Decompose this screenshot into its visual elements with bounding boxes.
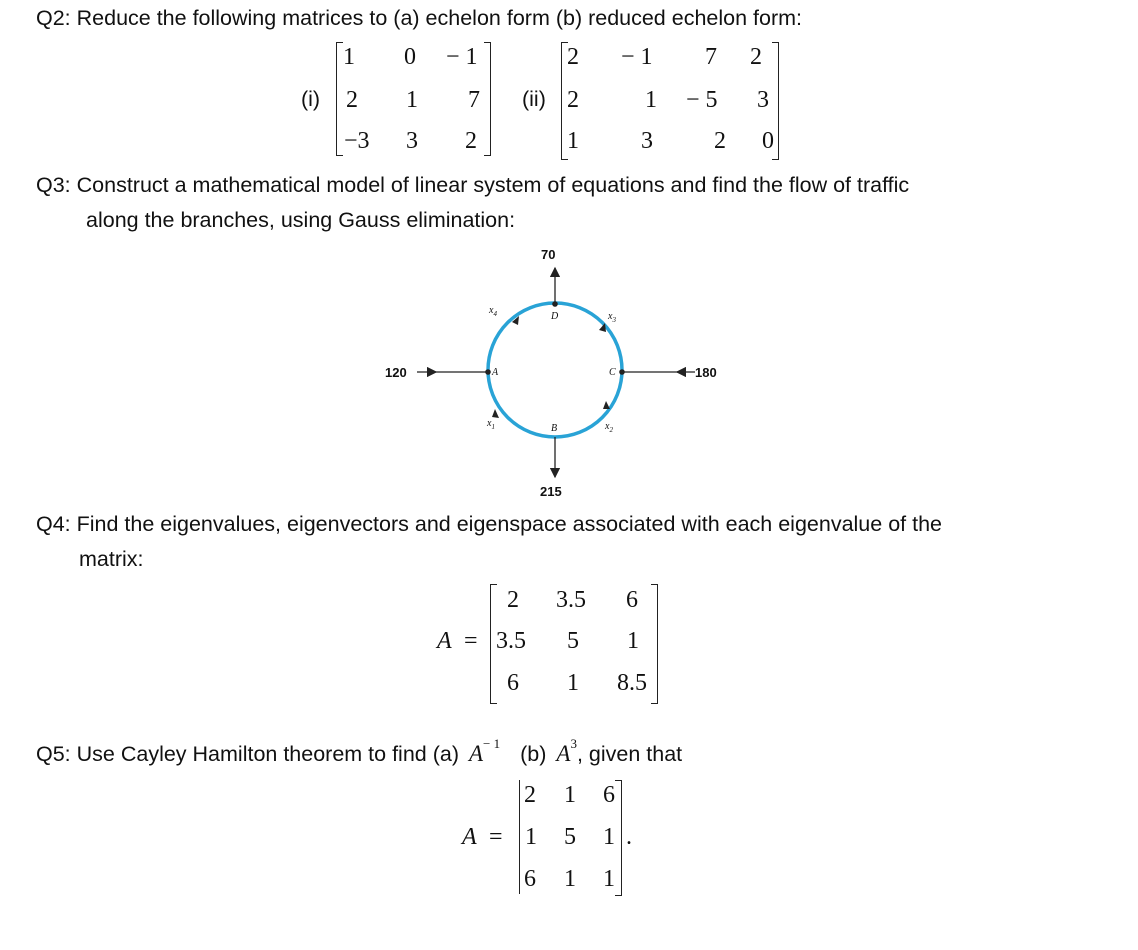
matrix-cell: −3 <box>344 128 370 154</box>
matrix-cell: 1 <box>627 628 639 654</box>
q3-heading-continued: along the branches, using Gauss elimination: <box>86 208 516 232</box>
matrix-cell: 2 <box>567 44 579 70</box>
x1-arrowhead <box>492 409 499 418</box>
matrix-q5-period: . <box>626 824 632 850</box>
q5-inverse-exponent: − 1 <box>483 736 501 751</box>
q5-cube-exponent: 3 <box>570 736 577 751</box>
matrix-cell: 3 <box>641 128 653 154</box>
node-b-label: B <box>551 423 558 434</box>
matrix-cell: 7 <box>468 87 480 113</box>
node-d-label: D <box>551 311 559 322</box>
traffic-circle <box>488 303 622 437</box>
matrix-cell: 0 <box>404 44 416 70</box>
matrix-q5-right-bracket <box>615 780 622 896</box>
node-a-label: A <box>492 367 499 378</box>
matrix-cell: − 5 <box>686 87 718 113</box>
matrix-cell: 1 <box>406 87 418 113</box>
matrix-cell: 1 <box>343 44 355 70</box>
matrix-cell: 2 <box>714 128 726 154</box>
matrix-cell: 3.5 <box>496 628 526 654</box>
traffic-network-svg <box>370 240 750 505</box>
left-flow-value: 120 <box>385 365 407 380</box>
matrix-cell: 1 <box>603 824 615 850</box>
q4-heading-continued: matrix: <box>79 547 144 571</box>
node-c-label: C <box>609 367 616 378</box>
matrix-cell: 2 <box>524 782 536 808</box>
matrix-q5-equals: = <box>489 824 503 850</box>
q5-text: Q5: Use Cayley Hamilton theorem to find (a) <box>36 742 459 767</box>
matrix-cell: 6 <box>507 670 519 696</box>
bottom-flow-value: 215 <box>540 484 562 499</box>
x4-label: $x_4$ <box>489 305 497 318</box>
q2-label-i: (i) <box>301 87 321 111</box>
matrix-cell: 5 <box>567 628 579 654</box>
top-flow-value: 70 <box>541 247 556 262</box>
q5-a-cube: A <box>556 741 571 767</box>
matrix-q4-label: A <box>437 628 452 654</box>
q5-a-inverse: A <box>468 741 484 767</box>
x2-label: $x_2$ <box>605 421 613 434</box>
matrix-cell: 2 <box>346 87 358 113</box>
right-flow-value: 180 <box>695 365 717 380</box>
matrix-cell: 1 <box>564 782 576 808</box>
q5-heading <box>36 736 683 767</box>
matrix-cell: 3.5 <box>556 587 586 613</box>
matrix-cell: 6 <box>626 587 638 613</box>
q2-label-ii: (ii) <box>522 87 546 111</box>
matrix-i-right-bracket <box>484 42 491 156</box>
matrix-q4-right-bracket <box>651 584 658 704</box>
q2-heading: Q2: Reduce the following matrices to (a) echelon form (b) reduced echelon form: <box>36 6 803 30</box>
matrix-q4-equals: = <box>464 628 478 654</box>
node-d-dot <box>552 301 558 307</box>
q5-given-that: , given that <box>576 742 683 767</box>
matrix-cell: 0 <box>762 128 774 154</box>
matrix-i-left-bracket <box>336 42 343 156</box>
q3-heading: Q3: Construct a mathematical model of linear system of equations and find the flow of traffic <box>36 173 910 197</box>
matrix-cell: 1 <box>603 866 615 892</box>
x3-label: $x_3$ <box>608 311 616 324</box>
matrix-cell: 1 <box>567 128 579 154</box>
matrix-cell: 6 <box>603 782 615 808</box>
node-c-dot <box>619 369 625 375</box>
matrix-q5-left-bar <box>519 780 520 894</box>
matrix-cell: 1 <box>567 670 579 696</box>
matrix-cell: 7 <box>705 44 717 70</box>
matrix-cell: 1 <box>564 866 576 892</box>
matrix-cell: 5 <box>564 824 576 850</box>
matrix-q5-label: A <box>462 824 477 850</box>
matrix-cell: 2 <box>750 44 762 70</box>
matrix-cell: − 1 <box>446 44 478 70</box>
matrix-cell: 6 <box>524 866 536 892</box>
matrix-cell: 3 <box>406 128 418 154</box>
node-a-dot <box>485 369 491 375</box>
matrix-cell: 1 <box>645 87 657 113</box>
matrix-cell: 2 <box>507 587 519 613</box>
matrix-cell: 2 <box>465 128 477 154</box>
x2-arrowhead <box>603 401 610 409</box>
q5-part-b-label: (b) <box>520 742 547 767</box>
matrix-cell: − 1 <box>621 44 653 70</box>
matrix-cell: 8.5 <box>617 670 647 696</box>
q4-heading: Q4: Find the eigenvalues, eigenvectors and eigenspace associated with each eigenvalue of the <box>36 512 942 536</box>
matrix-cell: 3 <box>757 87 769 113</box>
matrix-cell: 1 <box>525 824 537 850</box>
matrix-cell: 2 <box>567 87 579 113</box>
x1-label: $x_1$ <box>487 418 495 431</box>
